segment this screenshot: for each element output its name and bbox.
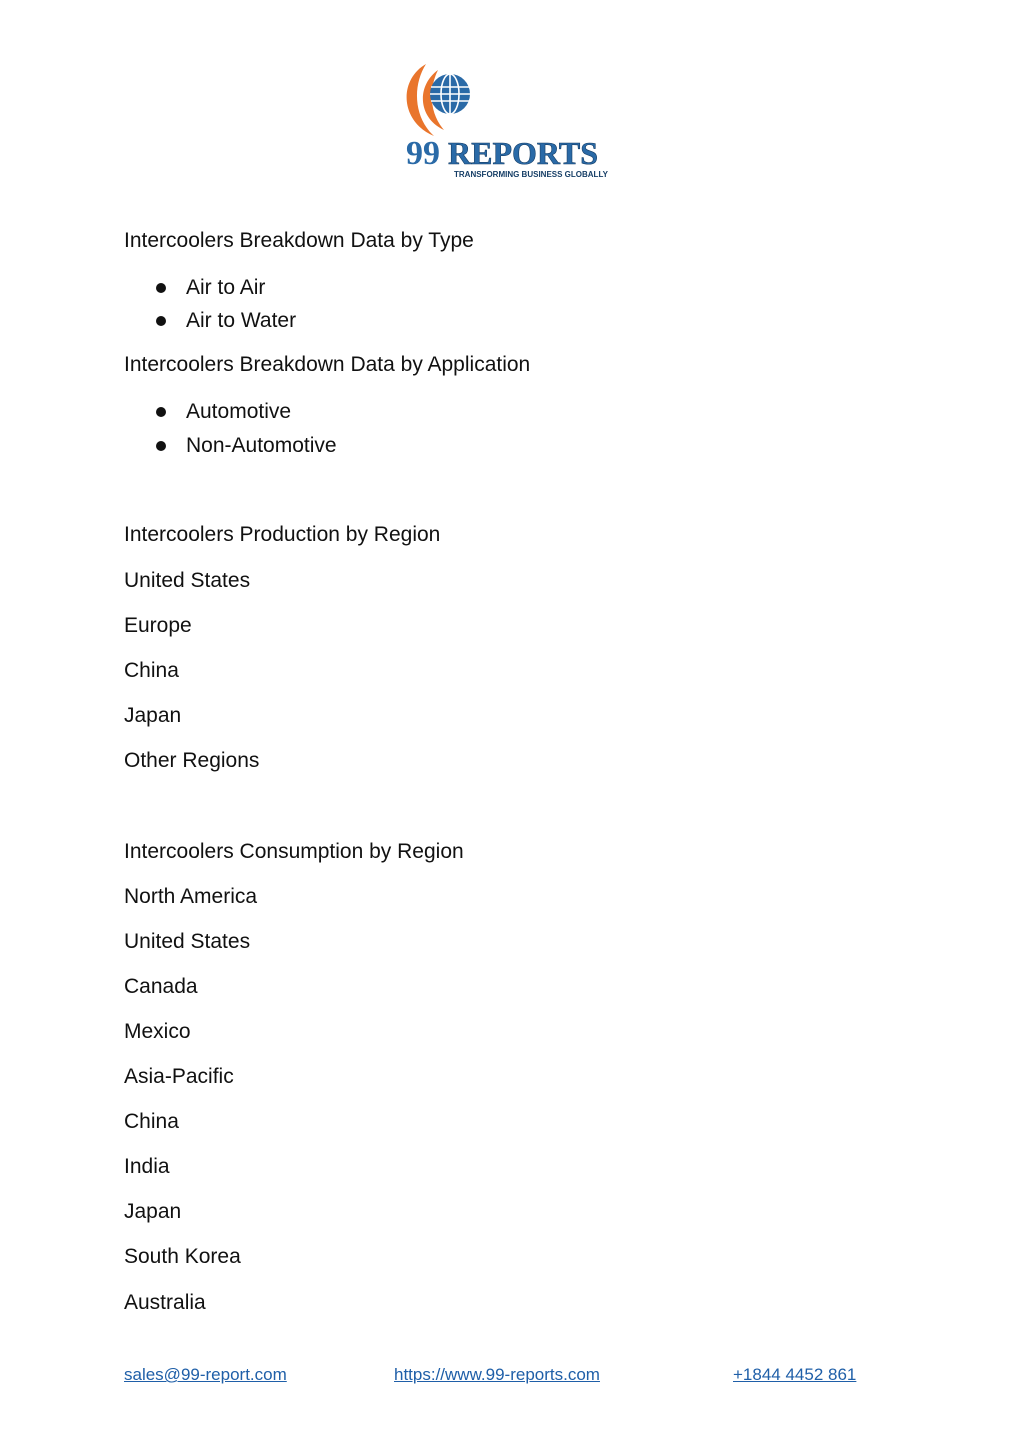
bullet-icon	[156, 316, 166, 326]
type-heading: Intercoolers Breakdown Data by Type	[124, 229, 474, 252]
consumption-heading: Intercoolers Consumption by Region	[124, 840, 464, 863]
footer-phone-link[interactable]: +1844 4452 861	[733, 1365, 857, 1384]
logo-brand-name: REPORTS	[448, 135, 599, 171]
list-item: Non-Automotive	[186, 434, 337, 457]
logo-graphic	[404, 60, 626, 184]
list-item: Japan	[124, 704, 182, 727]
list-item: Air to Water	[186, 309, 297, 332]
list-item: United States	[124, 930, 251, 953]
company-logo	[404, 60, 626, 184]
list-item: Asia-Pacific	[124, 1065, 234, 1088]
list-item: Canada	[124, 975, 198, 998]
list-item: Japan	[124, 1200, 182, 1223]
bullet-icon	[156, 407, 166, 417]
logo-brand-prefix: 99	[406, 135, 440, 172]
list-item: Other Regions	[124, 749, 260, 772]
list-item: Australia	[124, 1291, 206, 1314]
list-item: China	[124, 659, 179, 682]
list-item: Europe	[124, 614, 192, 637]
list-item: Mexico	[124, 1020, 191, 1043]
logo-tagline: TRANSFORMING BUSINESS GLOBALLY	[454, 170, 608, 179]
footer-website-link[interactable]: https://www.99-reports.com	[394, 1365, 600, 1384]
footer-email-link[interactable]: sales@99-report.com	[124, 1365, 287, 1384]
list-item: South Korea	[124, 1245, 241, 1268]
list-item: North America	[124, 885, 258, 908]
list-item: Air to Air	[186, 276, 266, 299]
list-item: India	[124, 1155, 170, 1178]
production-heading: Intercoolers Production by Region	[124, 523, 441, 546]
list-item: China	[124, 1110, 179, 1133]
bullet-icon	[156, 441, 166, 451]
list-item: United States	[124, 569, 251, 592]
bullet-icon	[156, 283, 166, 293]
application-heading: Intercoolers Breakdown Data by Application	[124, 353, 531, 376]
list-item: Automotive	[186, 400, 292, 423]
